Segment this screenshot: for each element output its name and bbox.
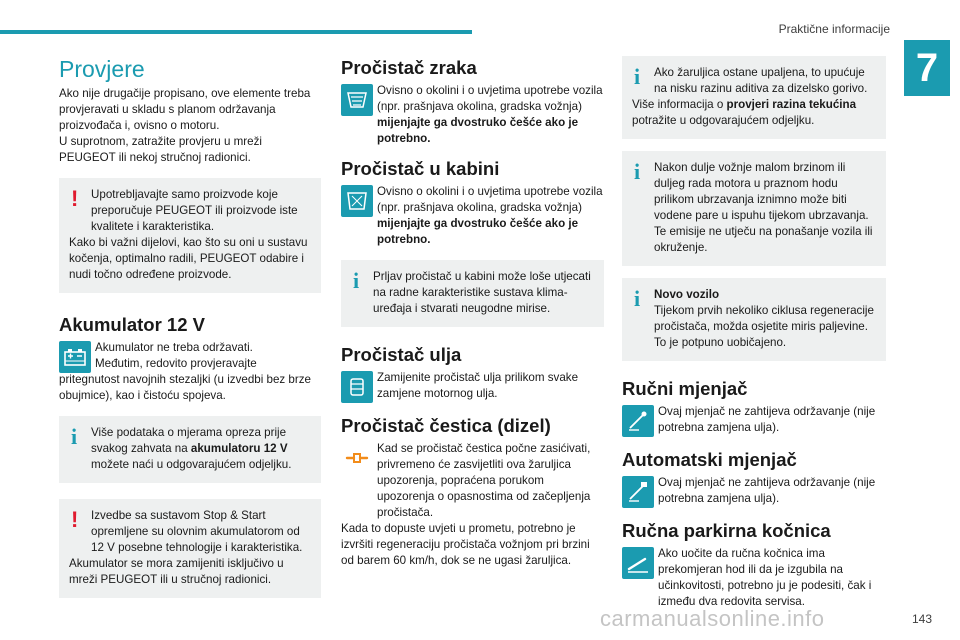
- cabin-filter-text-plain: Ovisno o okolini i o uvjetima upotrebe vozila (npr. prašnjava okolina, gradska vožnja): [377, 185, 603, 214]
- column-middle: [341, 56, 604, 569]
- warning-box-stopstart: [59, 499, 321, 598]
- air-filter-text: [377, 83, 604, 147]
- battery-icon: [59, 341, 91, 373]
- warning-text-1: Upotrebljavajte samo proizvode koje preporučuje PEUGEOT ili proizvode iste kvalitete i karakteristika.: [91, 188, 298, 233]
- parking-brake-heading: Ručna parkirna kočnica: [622, 520, 831, 541]
- air-filter-section: [341, 83, 604, 147]
- battery-text-2a: Međutim, redovito provjeravajte: [95, 357, 257, 370]
- info-icon: i: [353, 268, 360, 293]
- particle-filter-section: [341, 441, 604, 569]
- warning-stopstart-text-1: Izvedbe sa sustavom Stop & Start opremljene su olovnim akumulatorom od 12 V posebne tehnologije i karakteristika.: [91, 509, 303, 554]
- oil-filter-heading: Pročistač ulja: [341, 344, 462, 365]
- warning-box-products: [59, 178, 321, 293]
- battery-text: Akumulator ne treba održavati.: [95, 341, 253, 354]
- info-text-c: možete naći u odgovarajućem odjeljku.: [91, 458, 292, 471]
- info-icon: i: [634, 64, 641, 89]
- battery-text-2b: pritegnutost navojnih stezaljki (u izvedbi bez brze obujmice), kao i čistoću spojeva.: [59, 373, 311, 402]
- info-new-vehicle-title: [632, 287, 876, 303]
- air-filter-text-bold: mijenjajte ga dvostruko češće ako je potrebno.: [377, 116, 579, 145]
- info-additive-more-bold: provjeri razina tekućina: [726, 98, 857, 111]
- info-additive-text: Ako žaruljica ostane upaljena, to upućuje na nisku razinu aditiva za dizelsko gorivo.: [654, 66, 868, 95]
- oil-filter-icon: [341, 371, 373, 403]
- warning-text-2: Kako bi važni dijelovi, kao što su oni u sustavu kočenja, optimalno radili, PEUGEOT odabire i nudi točno određene proizvode.: [69, 236, 308, 281]
- chapter-number-badge: 7: [904, 40, 950, 96]
- manual-gearbox-section: [622, 404, 886, 440]
- info-box-cabin: [341, 260, 604, 327]
- air-filter-heading: Pročistač zraka: [341, 57, 477, 78]
- cabin-filter-section: [341, 184, 604, 248]
- air-filter-text-plain: Ovisno o okolini i o uvjetima upotrebe vozila (npr. prašnjava okolina, gradska vožnja): [377, 84, 603, 113]
- column-right: [622, 56, 886, 610]
- particle-filter-text: Kad se pročistač čestica počne zasićivati, privremeno će zasvijetliti ova žaruljica upozorenja, popraćena porukom upozorenja o opasnostima od začepljenja pročistača.: [377, 442, 591, 519]
- warning-stopstart-text-2: Akumulator se mora zamijeniti isključivo u mreži PEUGEOT ili u stručnoj radionici.: [69, 557, 284, 586]
- air-filter-icon: [341, 84, 373, 116]
- info-new-vehicle-title-bold: Novo vozilo: [654, 288, 720, 301]
- info-icon: i: [71, 424, 78, 449]
- battery-heading: Akumulator 12 V: [59, 314, 205, 335]
- info-text-bold: akumulatoru 12 V: [190, 442, 288, 455]
- info-box-vapour: [622, 151, 886, 266]
- manual-gearbox-heading: Ručni mjenjač: [622, 378, 748, 399]
- cabin-filter-heading: Pročistač u kabini: [341, 158, 500, 179]
- parking-brake-icon: [622, 547, 654, 579]
- particle-filter-text-2: Kada to dopuste uvjeti u prometu, potrebno je izvršiti regeneraciju pročistača vožnjom pri brzini od barem 60 km/h, dok se ne ugasi žaruljica.: [341, 522, 590, 567]
- provjere-heading: Provjere: [59, 56, 145, 82]
- watermark: carmanualsonline.info: [600, 606, 825, 631]
- info-vapour-text: Nakon dulje vožnje malom brzinom ili duljeg rada motora u praznom hodu prilikom ubrzavanja iznimno može biti vodene pare u ispuhu tijekom ubrzavanja. Te emisije ne utječu na ponašanje vozila ili okruženje.: [654, 161, 873, 254]
- automatic-gearbox-icon: [622, 476, 654, 508]
- oil-filter-section: [341, 370, 604, 406]
- provjere-paragraph: Ako nije drugačije propisano, ove elemente treba provjeravati u skladu s planom održavanja proizvođača i, ovisno o motoru.: [59, 87, 311, 132]
- info-text-battery: [69, 425, 311, 473]
- oil-filter-text: Zamijenite pročistač ulja prilikom svake zamjene motornog ulja.: [377, 371, 579, 400]
- header-accent-bar: [0, 30, 472, 34]
- automatic-gearbox-heading: Automatski mjenjač: [622, 449, 797, 470]
- info-box-battery: [59, 416, 321, 483]
- info-text-cabin: Prljav pročistač u kabini može loše utjecati na radne karakteristike sustava klima-uređaja i stvarati neugodne mirise.: [373, 270, 591, 315]
- info-additive-more: [632, 97, 876, 129]
- particle-filter-warning-icon: [341, 442, 373, 474]
- info-icon: i: [634, 286, 641, 311]
- section-header-title: Praktične informacije: [778, 22, 890, 36]
- cabin-filter-text-bold: mijenjajte ga dvostruko češće ako je potrebno.: [377, 217, 579, 246]
- parking-brake-section: [622, 546, 886, 610]
- battery-section: [59, 340, 321, 404]
- column-left: [59, 56, 321, 598]
- automatic-gearbox-text: Ovaj mjenjač ne zahtijeva održavanje (nije potrebna zamjena ulja).: [658, 476, 876, 505]
- parking-brake-text: Ako uočite da ručna kočnica ima prekomjeran hod ili da je izgubila na učinkovitosti, potrebno ju je podesiti, čak i između dva redovita servisa.: [658, 547, 872, 608]
- info-additive-more-c: potražite u odgovarajućem odjeljku.: [632, 114, 815, 127]
- warning-exclamation-icon: !: [71, 507, 79, 532]
- warning-exclamation-icon: !: [71, 186, 79, 211]
- cabin-filter-icon: [341, 185, 373, 217]
- manual-gearbox-text: Ovaj mjenjač ne zahtijeva održavanje (nije potrebna zamjena ulja).: [658, 405, 876, 434]
- manual-gearbox-icon: [622, 405, 654, 437]
- info-box-new-vehicle: [622, 278, 886, 361]
- info-icon: i: [634, 159, 641, 184]
- particle-filter-heading: Pročistač čestica (dizel): [341, 415, 551, 436]
- page-number: 143: [911, 612, 932, 626]
- info-new-vehicle-text: Tijekom prvih nekoliko ciklusa regeneracije pročistača, možda osjetite miris paljevine. To je potpuno uobičajeno.: [654, 304, 874, 349]
- info-additive-more-a: Više informacija o: [632, 98, 727, 111]
- provjere-paragraph-2: U suprotnom, zatražite provjeru u mreži PEUGEOT ili nekoj stručnoj radionici.: [59, 135, 262, 164]
- info-box-additive: [622, 56, 886, 139]
- cabin-filter-text: [377, 184, 604, 248]
- automatic-gearbox-section: [622, 475, 886, 511]
- info-text-a: Više podataka o mjerama opreza prije svakog zahvata na: [91, 426, 287, 455]
